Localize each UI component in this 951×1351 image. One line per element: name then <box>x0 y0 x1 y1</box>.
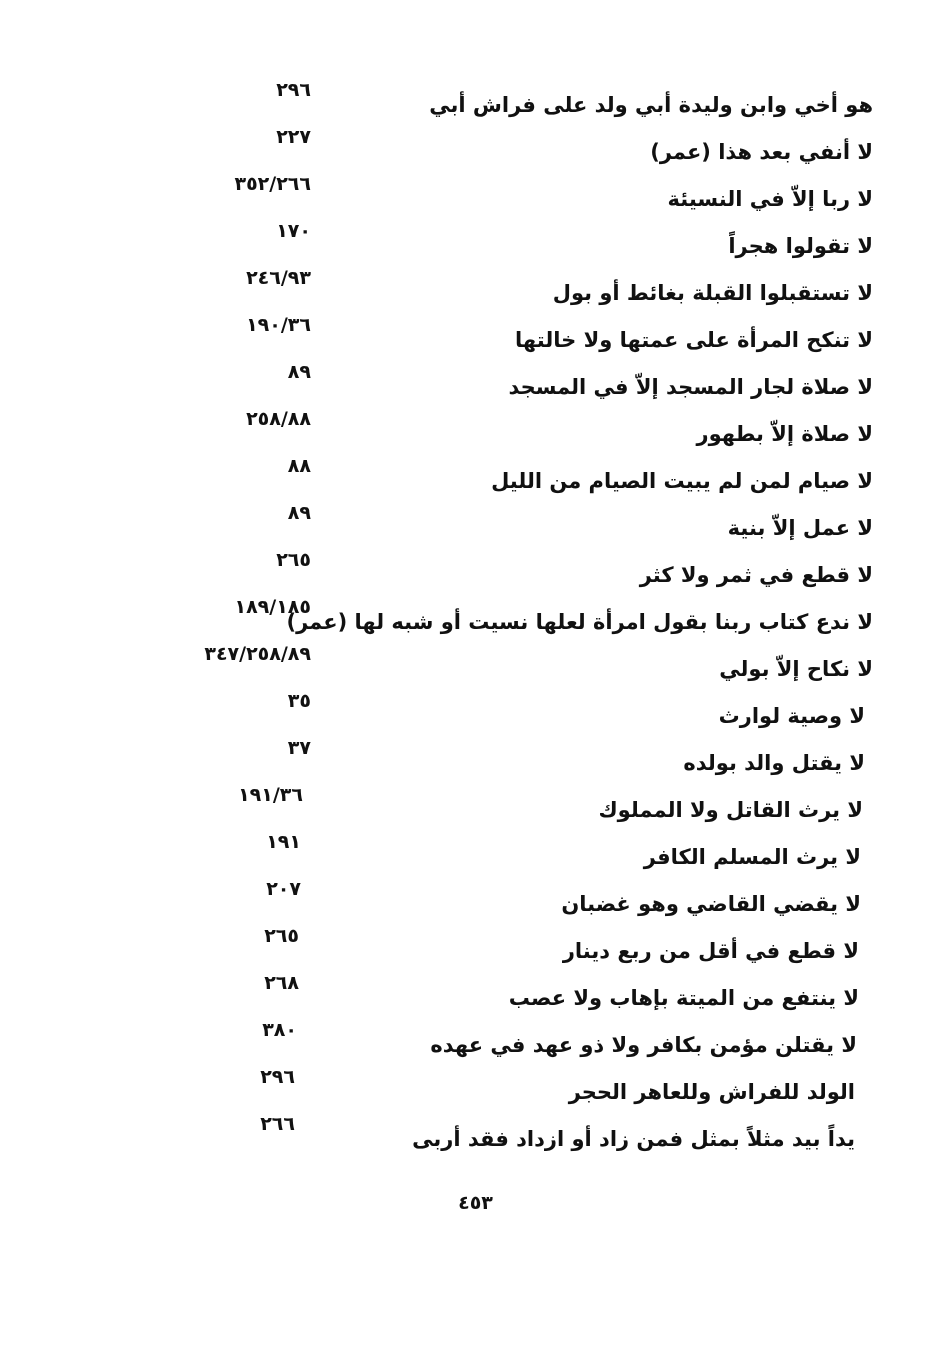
entry-page-ref: ٨٨ <box>287 455 311 477</box>
entry-text: لا تنكح المرأة على عمتها ولا خالتها <box>515 328 873 352</box>
entry-page-ref: ٣٧ <box>287 737 311 759</box>
entry-text: لا قطع في أقل من ربع دينار <box>562 939 859 963</box>
entry-page-ref: ٣٨٠ <box>262 1019 297 1041</box>
entry-page-ref: ٨٩ <box>287 502 311 524</box>
entry-page-ref: ٢٦٦ <box>260 1113 295 1135</box>
entry-text: لا ينتفع من الميتة بإهاب ولا عصب <box>508 986 859 1010</box>
entry-page-ref: ٢٦٨ <box>264 972 299 994</box>
entry-text: لا ربا إلاّ في النسيئة <box>667 187 873 211</box>
entry-page-ref: ٢٢٧ <box>276 126 311 148</box>
entry-page-ref: ٣٥ <box>287 690 311 712</box>
entry-page-ref: ٣٤٧/٢٥٨/٨٩ <box>204 643 311 665</box>
entry-page-ref: ٢٥٨/٨٨ <box>246 408 311 430</box>
entry-text: لا تستقبلوا القبلة بغائط أو بول <box>552 281 873 305</box>
entry-page-ref: ٢٩٦ <box>276 79 311 101</box>
entry-text: لا عمل إلاّ بنية <box>727 516 873 540</box>
entry-text: لا صلاة لجار المسجد إلاّ في المسجد <box>508 375 873 399</box>
entry-page-ref: ٢٠٧ <box>266 878 301 900</box>
entry-page-ref: ١٩١ <box>266 831 301 853</box>
entry-text: لا يرث القاتل ولا المملوك <box>598 798 863 822</box>
index-entry <box>0 1113 951 1170</box>
entry-page-ref: ١٩١/٣٦ <box>238 784 303 806</box>
entry-page-ref: ١٨٩/١٨٥ <box>234 596 311 618</box>
entry-text: لا يقتل والد بولده <box>683 751 865 775</box>
entry-text: لا يقضي القاضي وهو غضبان <box>561 892 861 916</box>
entry-page-ref: ٢٦٥ <box>276 549 311 571</box>
entry-page-ref: ٣٥٢/٢٦٦ <box>234 173 311 195</box>
entry-text: لا أنفي بعد هذا (عمر) <box>650 140 873 164</box>
entry-page-ref: ٢٦٥ <box>264 925 299 947</box>
entry-page-ref: ١٧٠ <box>276 220 311 242</box>
entry-text: يداً بيد مثلاً بمثل فمن زاد أو ازداد فقد أربى <box>412 1127 855 1151</box>
entry-text: لا تقولوا هجراً <box>728 234 873 258</box>
entry-text: لا ندع كتاب ربنا بقول امرأة لعلها نسيت أو شبه لها (عمر) <box>286 610 873 634</box>
entry-text: لا يقتلن مؤمن بكافر ولا ذو عهد في عهده <box>430 1033 857 1057</box>
entry-text: لا يرث المسلم الكافر <box>643 845 861 869</box>
entry-page-ref: ١٩٠/٣٦ <box>246 314 311 336</box>
entry-page-ref: ٨٩ <box>287 361 311 383</box>
entry-text: لا نكاح إلاّ بولي <box>719 657 873 681</box>
entry-text: لا صيام لمن لم يبيت الصيام من الليل <box>491 469 873 493</box>
page-number: ٤٥٣ <box>458 1192 493 1214</box>
entry-text: هو أخي وابن وليدة أبي ولد على فراش أبي <box>429 93 873 117</box>
entry-page-ref: ٢٤٦/٩٣ <box>246 267 311 289</box>
entry-text: لا قطع في ثمر ولا كثر <box>639 563 873 587</box>
entry-text: الولد للفراش وللعاهر الحجر <box>568 1080 855 1104</box>
entry-page-ref: ٢٩٦ <box>260 1066 295 1088</box>
entry-text: لا وصية لوارث <box>718 704 865 728</box>
entry-text: لا صلاة إلاّ بطهور <box>696 422 873 446</box>
